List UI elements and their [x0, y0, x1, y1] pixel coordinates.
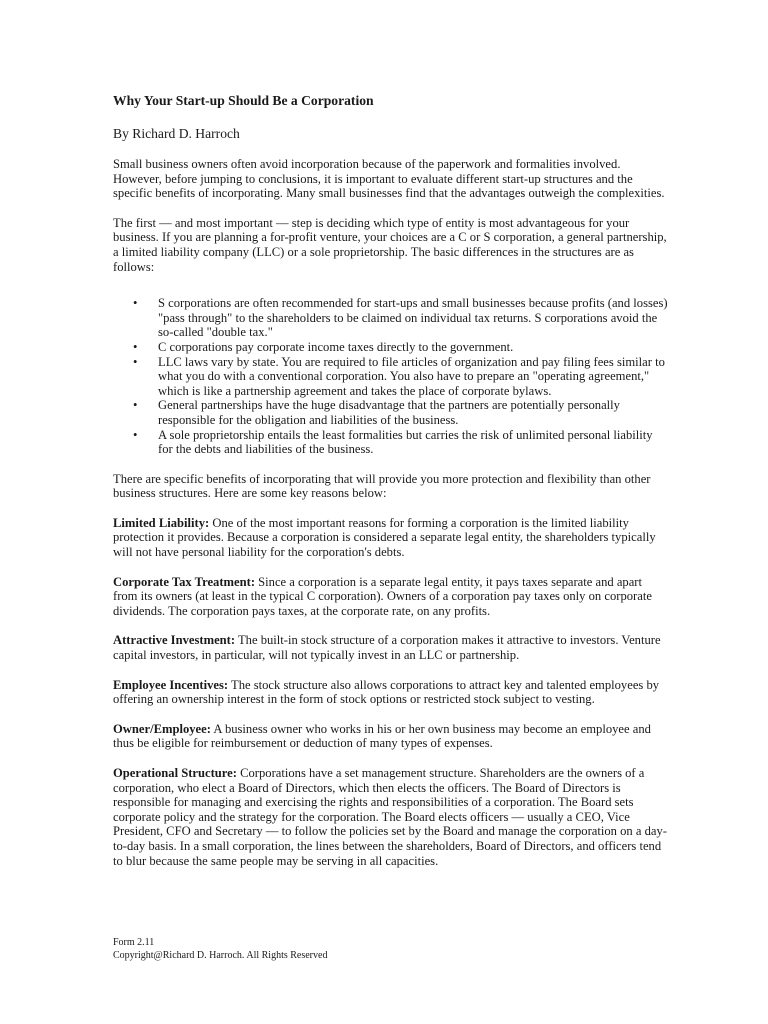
benefit-paragraph: [113, 516, 668, 560]
benefit-heading: Attractive Investment:: [113, 633, 236, 648]
benefit-text: The stock structure also allows corporations to attract key and talented employees by offering an ownership interest in the form of stock options or restricted stock subject to vesting.: [113, 677, 660, 707]
benefit-text: A business owner who works in his or her own business may become an employee and thus be eligible for reimbursement or deduction of many types of expenses.: [113, 721, 651, 751]
intro-paragraph: The first — and most important — step is deciding which type of entity is most advantageous for your business. If you are planning a for-profit venture, your choices are a C or S corporation, a general partnership, a limited liability company (LLC) or a sole proprietorship. The basic differences in the structures are as follows:: [113, 215, 667, 274]
benefit-heading: Owner/Employee:: [113, 721, 211, 736]
benefit-paragraph: [113, 575, 668, 619]
list-item: • S corporations are often recommended for start-ups and small businesses because profits (and losses) "pass through" to the shareholders to be claimed on individual tax returns. S corporations avoid the so-called "double tax.": [113, 296, 668, 340]
benefit-text: The built-in stock structure of a corporation makes it attractive to investors. Venture capital investors, in particular, will not typically invest in an LLC or partnership.: [113, 633, 661, 663]
page-footer: [113, 937, 327, 962]
benefit-paragraph: [113, 678, 668, 707]
document-title: Why Your Start-up Should Be a Corporation: [113, 93, 374, 108]
benefit-heading: Operational Structure:: [113, 766, 237, 780]
form-number: Form 2.11: [113, 937, 155, 948]
benefit-text: Corporations have a set management structure. Shareholders are the owners of a corporation, who elect a Board of Directors, which then elects the officers. The Board of Directors is responsible for managing and exercising the rights and responsibilities of a corporation. The Board sets corporate policy and the strategy for the corporation. The Board elects officers — usually a CEO, Vice President, CFO and Secretary — to follow the policies set by the Board and manage the corporation on a day-to-day basis. In a small corporation, the lines between the shareholders, Board of Directors, and officers tend to blur because the same people may be serving in all capacities.: [113, 766, 667, 868]
author-byline: By Richard D. Harroch: [113, 126, 240, 141]
benefit-heading: Limited Liability:: [113, 515, 210, 530]
list-item: • C corporations pay corporate income taxes directly to the government.: [113, 340, 668, 355]
benefit-heading: Corporate Tax Treatment:: [113, 574, 256, 589]
entity-types-list: [113, 296, 668, 457]
list-item: • A sole proprietorship entails the least formalities but carries the risk of unlimited personal liability for the debts and liabilities of the business.: [113, 428, 668, 457]
intro-paragraph: Small business owners often avoid incorporation because of the paperwork and formalities involved. However, before jumping to conclusions, it is important to evaluate different start-up structures and the specific benefits of incorporating. Many small businesses find that the advantages outweigh the complexities.: [113, 157, 665, 201]
benefit-text: One of the most important reasons for forming a corporation is the limited liability protection it provides. Because a corporation is considered a separate legal entity, the shareholders typically will not have personal liability for the corporation's debts.: [113, 515, 656, 560]
benefit-paragraph: [113, 722, 668, 751]
benefit-paragraph: [113, 633, 668, 662]
list-item: • LLC laws vary by state. You are required to file articles of organization and pay filing fees similar to what you do with a conventional corporation. You also have to prepare an "operating agreement," which is like a partnership agreement and takes the place of corporate bylaws.: [113, 355, 668, 399]
benefit-paragraph: [113, 766, 668, 868]
list-item: • General partnerships have the huge disadvantage that the partners are potentially personally responsible for the obligation and liabilities of the business.: [113, 398, 668, 427]
copyright-notice: Copyright@Richard D. Harroch. All Rights Reserved: [113, 949, 328, 961]
benefits-intro-paragraph: There are specific benefits of incorporating that will provide you more protection and flexibility than other business structures. Here are some key reasons below:: [113, 471, 651, 501]
benefit-heading: Employee Incentives:: [113, 677, 229, 692]
benefit-text: Since a corporation is a separate legal entity, it pays taxes separate and apart from its owners (at least in the typical C corporation). Owners of a corporation pay taxes only on corporate dividends. The corporation pays taxes, at the corporate rate, on any profits.: [113, 574, 652, 618]
